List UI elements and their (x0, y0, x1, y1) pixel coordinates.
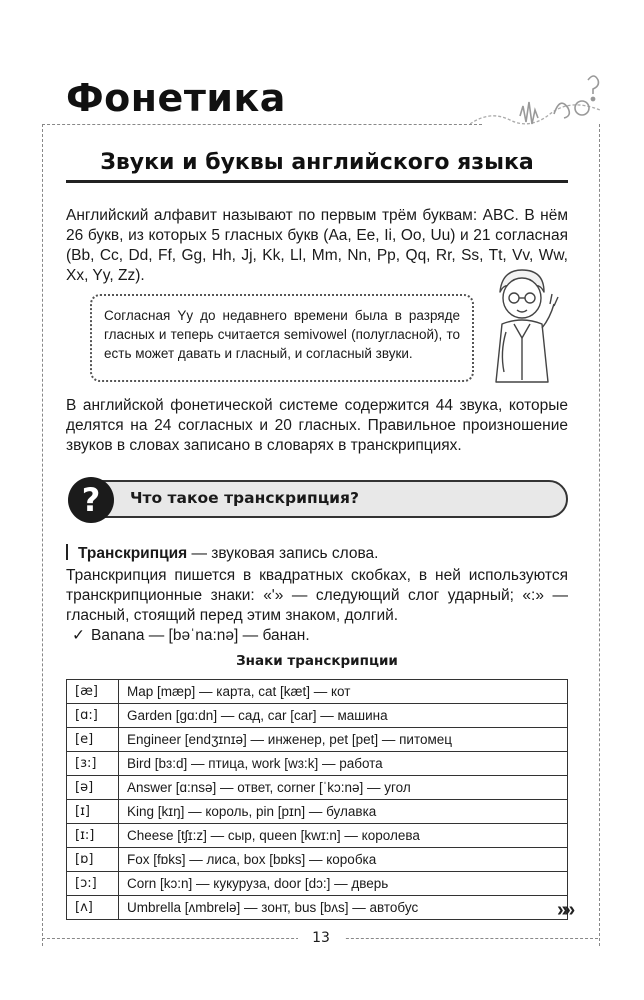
sound-doodle-icon (470, 70, 610, 132)
example-cell: Answer [ɑ:nsə] — ответ, corner [ˈkɔ:nə] — угол (119, 776, 568, 800)
transcription-paragraph: Транскрипция пишется в квадратных скобках, в ней используются транскрипционные знаки: «ʹ» — следующий слог ударный; «:» — гласный, стоящий перед этим знаком, долгий. (66, 567, 568, 624)
example-cell: Fox [fɒks] — лиса, box [bɒks] — коробка (119, 848, 568, 872)
note-text: Согласная Yy до недавнего времени была в разряде гласных и теперь считается semivowel (полугласной), то есть может давать и гласный, и согласный звуки. (104, 308, 460, 361)
symbol-cell: [ɪ:] (67, 824, 119, 848)
definition-term: Транскрипция (78, 545, 188, 562)
table-row (67, 824, 568, 848)
symbol-cell: [ɪ] (67, 800, 119, 824)
section-title: Звуки и буквы английского языка (100, 150, 534, 175)
symbol-cell: [e] (67, 728, 119, 752)
table-row (67, 704, 568, 728)
phonetics-paragraph: В английской фонетической системе содержится 44 звука, которые делятся на 24 согласных и 20 гласных. Правильное произношение звуков в словах записано в словарях в транскрипциях. (66, 397, 568, 454)
table-title: Знаки транскрипции (236, 653, 398, 669)
symbol-cell: [ɔ:] (67, 872, 119, 896)
table-row (67, 680, 568, 704)
page-title: Фонетика (66, 76, 286, 120)
symbol-cell: [ʌ] (67, 896, 119, 920)
example-cell: Map [mæp] — карта, cat [kæt] — кот (119, 680, 568, 704)
example-cell: King [kɪŋ] — король, pin [pɪn] — булавка (119, 800, 568, 824)
table-row (67, 728, 568, 752)
symbol-cell: [ɑ:] (67, 704, 119, 728)
table-row (67, 848, 568, 872)
table-row (67, 776, 568, 800)
symbol-cell: [ɒ] (67, 848, 119, 872)
top-divider (42, 124, 482, 125)
table-row (67, 752, 568, 776)
definition-text: — звуковая запись слова. (187, 545, 379, 562)
example-cell: Cheese [tʃɪ:z] — сыр, queen [kwɪ:n] — королева (119, 824, 568, 848)
next-page-arrow-icon: »» (557, 899, 572, 921)
page-number: 13 (298, 930, 344, 946)
example-cell: Bird [bɜ:d] — птица, work [wɜ:k] — работа (119, 752, 568, 776)
example-cell: Garden [gɑ:dn] — сад, car [car] — машина (119, 704, 568, 728)
example-cell: Umbrella [ʌmbrelə] — зонт, bus [bʌs] — автобус (119, 896, 568, 920)
transcription-table (66, 679, 568, 920)
question-mark-icon: ? (68, 477, 114, 523)
definition-line (66, 544, 378, 564)
example-cell: Engineer [endʒɪnɪə] — инженер, pet [pet] — питомец (119, 728, 568, 752)
section-underline (66, 180, 568, 183)
definition-marker (66, 544, 68, 560)
table-row (67, 872, 568, 896)
intro-paragraph: Английский алфавит называют по первым трём буквам: ABC. В нём 26 букв, из которых 5 гласных букв (Aa, Ee, Ii, Oo, Uu) и 21 согласная (Bb, Cc, Dd, Ff, Gg, Hh, Jj, Kk, Ll, Mm, Nn, Pp, Qq, Rr, Ss, Tt, Vv, Ww, Xx, Yy, Zz). (66, 207, 568, 284)
wizard-boy-illustration (484, 262, 564, 390)
table-row (67, 800, 568, 824)
symbol-cell: [ɜ:] (67, 752, 119, 776)
note-box (90, 294, 474, 382)
question-label: Что такое транскрипция? (130, 489, 359, 507)
example-text: Banana — [bəˈna:nə] — банан. (91, 627, 310, 644)
symbol-cell: [æ] (67, 680, 119, 704)
symbol-cell: [ə] (67, 776, 119, 800)
example-line (72, 626, 310, 645)
example-cell: Corn [kɔ:n] — кукуруза, door [dɔ:] — дверь (119, 872, 568, 896)
checkmark-icon: ✓ (72, 627, 85, 644)
table-row (67, 896, 568, 920)
